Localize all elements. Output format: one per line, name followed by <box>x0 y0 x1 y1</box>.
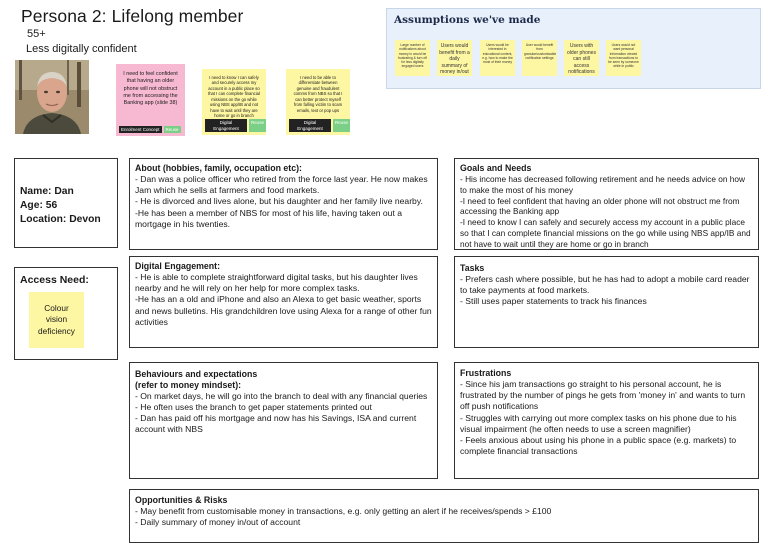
goals-line: -I need to feel confident that having an older phone will not obstruct me from accessing the Banking app <box>460 195 740 217</box>
access-need-box <box>14 267 118 360</box>
profile-age: Age: 56 <box>20 200 58 211</box>
persona-sticky-note <box>286 69 350 135</box>
confidence-label: Less digitally confident <box>26 43 137 55</box>
about-line: -He has been a member of NBS for most of his life, having taken out a mortgage in his twenties. <box>135 207 403 229</box>
goals-section <box>454 158 759 250</box>
about-title: About (hobbies, family, occupation etc): <box>135 163 302 173</box>
sticky-tag-label: Digital Engagement <box>205 119 247 132</box>
sticky-status-badge: Reuse <box>333 119 350 132</box>
frustrations-section <box>454 362 759 479</box>
behaviours-subtitle: (refer to money mindset): <box>135 379 242 390</box>
assumption-note: Users with older phones can still access notifications <box>564 40 599 76</box>
sticky-tag-label: Enrolment Concept <box>121 126 160 132</box>
frustrations-line: - Struggles with carrying out more complex tasks on his phone due to his visual impairment (he often needs to use a screen magnifier) <box>460 412 737 434</box>
opportunities-section <box>129 489 759 543</box>
about-section <box>129 158 438 250</box>
goals-line: - His income has decreased following retirement and he needs advice on how to make the most of his money <box>460 173 746 195</box>
assumption-note: User would benefit from granular/customisable notification settings <box>522 40 557 76</box>
goals-title: Goals and Needs <box>460 163 532 173</box>
sticky-text: I need to know I can safely and securely access my account in a public place so that I can complete financial missions on the go while using NBS app/IB and not have to wait until they are home or go in branch <box>208 75 260 119</box>
profile-name: Name: Dan <box>20 186 74 197</box>
tasks-title: Tasks <box>460 263 485 273</box>
persona-portrait-illustration <box>15 60 89 134</box>
tasks-line: - Prefers cash where possible, but he has had to adopt a mobile card reader to take payments at food markets. <box>460 273 750 296</box>
digital-engagement-line: -He has an a old and iPhone and also an Alexa to get basic weather, sports and news bulletins. His grandchildren love using Alexa for a range of other fun activities <box>135 294 432 327</box>
tasks-section <box>454 256 759 348</box>
sticky-status-badge: Reuse <box>165 126 179 132</box>
access-need-sticky <box>29 292 84 348</box>
digital-engagement-line: - He is able to complete straightforward digital tasks, but his daughter lives nearby and he will rely on her help for more complex tasks. <box>135 271 418 294</box>
digital-engagement-section <box>129 256 438 348</box>
assumption-note: Users would not want personal information viewed from transactions to be seen by someone while in public <box>606 40 641 76</box>
assumption-note: Users would be interested in educational content, e.g. how to make the most of their money <box>480 40 515 76</box>
behaviours-line: - He often uses the branch to get paper statements printed out <box>135 402 372 413</box>
sticky-tag-label: Digital Engagement <box>289 119 331 132</box>
frustrations-title: Frustrations <box>460 368 512 378</box>
sticky-status-badge: Reuse <box>249 119 266 132</box>
frustrations-line: - Since his jam transactions go straight to his personal account, he is frustrated by the number of pings he gets from 'money in' and wants to turn off push notifications <box>460 378 746 412</box>
profile-box <box>14 158 118 248</box>
opportunities-title: Opportunities & Risks <box>135 495 228 505</box>
about-line: - He is divorced and lives alone, but his daughter and her family live nearby. <box>135 196 423 207</box>
sticky-text: I need to feel confident that having an older phone will not obstruct me from accessing the Banking app (slide 38) <box>123 71 178 107</box>
about-line: - Dan was a police officer who retired from the force last year. He now makes Jam which he sells at farmers and food markets. <box>135 173 428 196</box>
frustrations-line: - Feels anxious about using his phone in a public space (e.g. markets) to complete financial transactions <box>460 434 737 457</box>
tasks-line: - Still uses paper statements to track his finances <box>460 296 647 307</box>
persona-sticky-note <box>116 64 185 136</box>
access-need-value: Colour vision deficiency <box>38 302 75 336</box>
behaviours-section <box>129 362 438 479</box>
persona-sticky-note <box>202 69 266 135</box>
opportunities-line: - May benefit from customisable money in transactions, e.g. only getting an alert if he receives/spends > £100 <box>135 505 552 516</box>
profile-location: Location: Devon <box>20 214 101 225</box>
behaviours-title: Behaviours and expectations <box>135 369 258 379</box>
goals-line: -I need to know I can safely and securely access my account in a public place so that I can complete financial missions on the go while using NBS app/IB and not have to wait until they are home or go in branch <box>460 217 751 249</box>
assumptions-title: Assumptions we've made <box>394 14 541 26</box>
page-title: Persona 2: Lifelong member <box>21 6 244 26</box>
assumption-note: Users would benefit from a daily summary of money in/out <box>437 40 472 76</box>
persona-photo <box>15 60 89 134</box>
age-range: 55+ <box>27 28 46 40</box>
sticky-text: I need to be able to differentiate between genuine and fraudulent comms from NBS so that I can better protect myself from falling victim to scam emails, text or pop ups <box>293 75 343 113</box>
assumption-note: Large number of notifications about money in would be frustrating & turn off for less digitally engaged users <box>395 40 430 76</box>
digital-engagement-title: Digital Engagement: <box>135 261 221 271</box>
access-need-title: Access Need: <box>20 274 89 286</box>
behaviours-line: - Dan has paid off his mortgage and now has his Savings, ISA and current account with NBS <box>135 413 417 435</box>
opportunities-line: - Daily summary of money in/out of account <box>135 517 301 528</box>
behaviours-line: - On market days, he will go into the branch to deal with any financial queries <box>135 390 428 401</box>
